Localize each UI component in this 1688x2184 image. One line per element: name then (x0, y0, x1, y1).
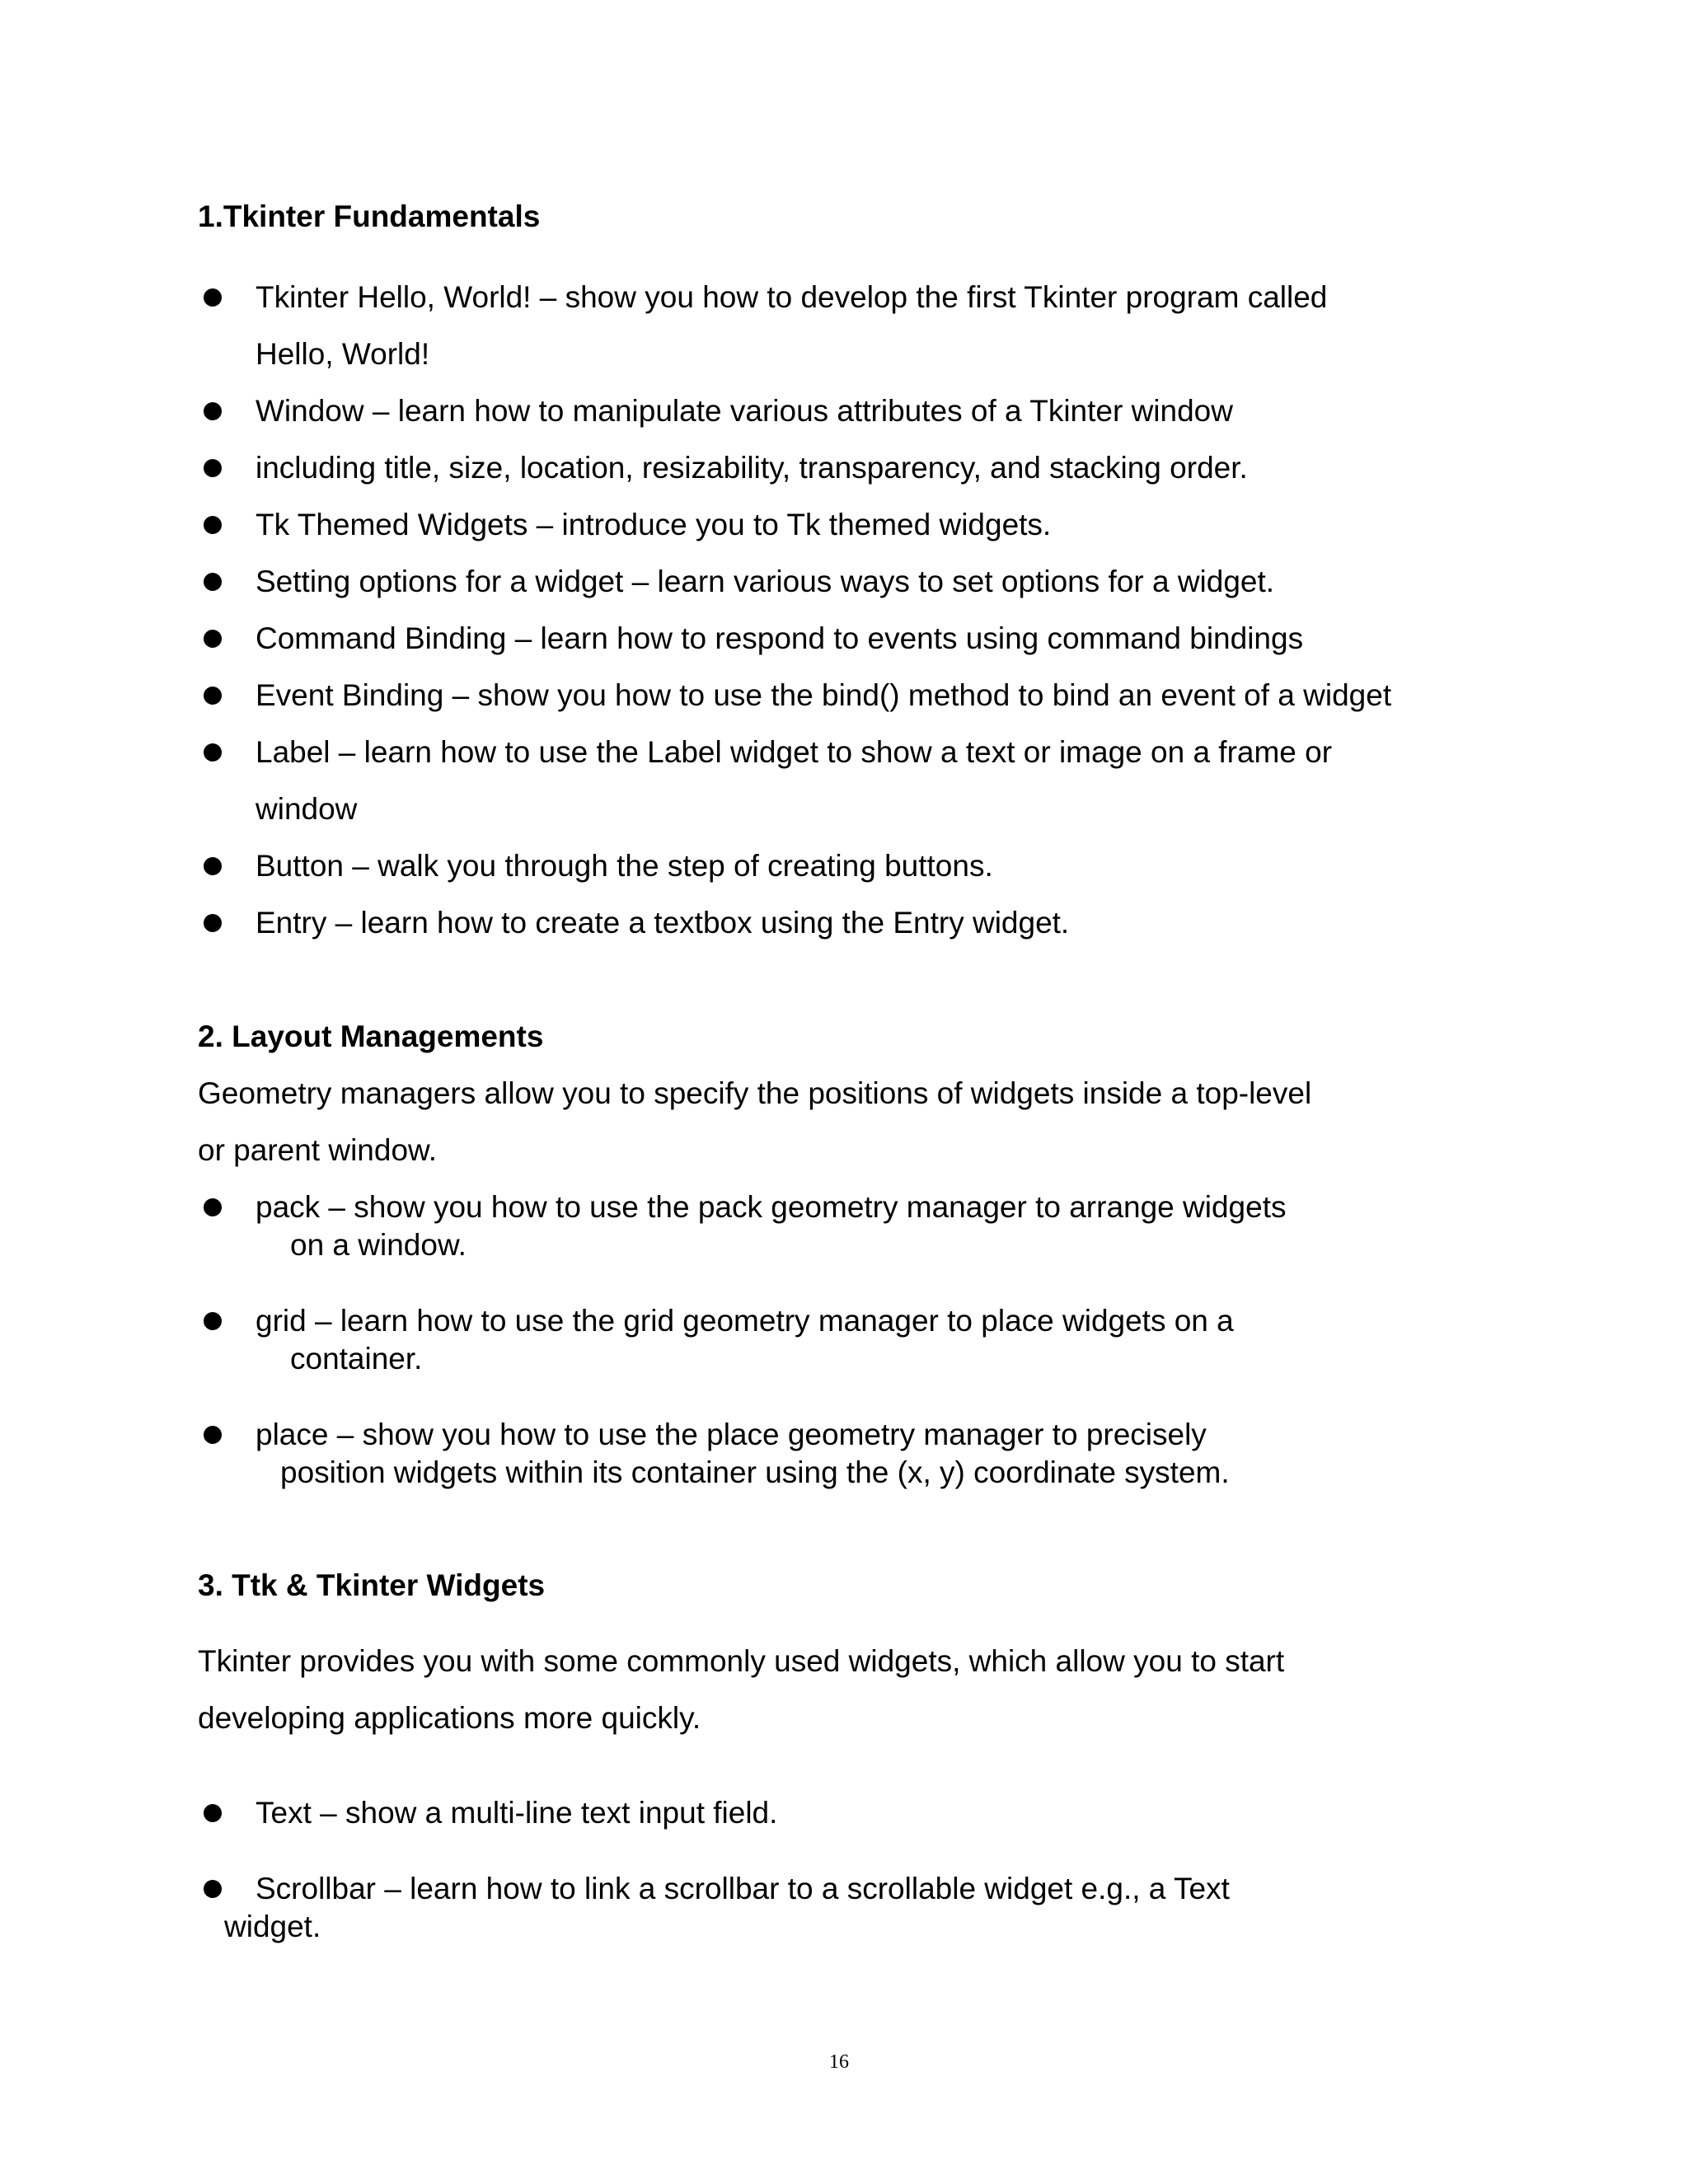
section-1-heading: 1.Tkinter Fundamentals (198, 199, 541, 233)
section-1-item-6: Command Binding – learn how to respond to events using command bindings (256, 621, 1304, 655)
section-3-item-2-line-2: widget. (224, 1910, 321, 1943)
bullet-icon (204, 1312, 222, 1330)
section-1-item-10: Entry – learn how to create a textbox using the Entry widget. (256, 906, 1070, 940)
bullet-icon (204, 573, 222, 591)
bullet-icon (204, 914, 222, 932)
section-3-item-1: Text – show a multi-line text input field. (256, 1796, 778, 1830)
bullet-icon (204, 630, 222, 648)
section-2-item-1-line-1: pack – show you how to use the pack geometry manager to arrange widgets (256, 1190, 1287, 1224)
section-2-item-2-line-1: grid – learn how to use the grid geometry manager to place widgets on a (256, 1304, 1234, 1338)
bullet-icon (204, 516, 222, 534)
bullet-icon (204, 1426, 222, 1444)
section-2-item-2-line-2: container. (290, 1342, 423, 1376)
bullet-icon (204, 857, 222, 875)
page-number: 16 (829, 2051, 849, 2073)
section-2-intro-line-1: Geometry managers allow you to specify the positions of widgets inside a top-level (198, 1076, 1312, 1110)
section-2-item-1-line-2: on a window. (290, 1228, 467, 1262)
section-3-intro-line-2: developing applications more quickly. (198, 1701, 701, 1735)
bullet-icon (204, 402, 222, 420)
section-3-intro-line-1: Tkinter provides you with some commonly used widgets, which allow you to start (198, 1644, 1285, 1678)
section-1-item-8-line-2: window (256, 792, 358, 826)
section-2-item-3-line-2: position widgets within its container using the (x, y) coordinate system. (280, 1455, 1230, 1489)
bullet-icon (204, 1804, 222, 1822)
bullet-icon (204, 1198, 222, 1216)
section-1-item-1-line-1: Tkinter Hello, World! – show you how to develop the first Tkinter program called (256, 280, 1328, 314)
bullet-icon (204, 687, 222, 705)
bullet-icon (204, 1880, 222, 1898)
bullet-icon (204, 288, 222, 307)
section-1-item-2: Window – learn how to manipulate various attributes of a Tkinter window (256, 394, 1233, 428)
section-3-item-2-line-1: Scrollbar – learn how to link a scrollbar to a scrollable widget e.g., a Text (256, 1872, 1230, 1905)
bullet-icon (204, 459, 222, 477)
section-2-heading: 2. Layout Managements (198, 1019, 544, 1053)
section-1-item-8-line-1: Label – learn how to use the Label widget to show a text or image on a frame or (256, 735, 1333, 769)
section-1-item-7: Event Binding – show you how to use the bind() method to bind an event of a widget (256, 678, 1392, 712)
bullet-icon (204, 743, 222, 762)
section-2-item-3-line-1: place – show you how to use the place geometry manager to precisely (256, 1418, 1207, 1451)
section-1-item-4: Tk Themed Widgets – introduce you to Tk themed widgets. (256, 508, 1052, 541)
section-1-item-3: including title, size, location, resizability, transparency, and stacking order. (256, 451, 1248, 485)
section-1-item-9: Button – walk you through the step of creating buttons. (256, 849, 993, 883)
section-1-item-1-line-2: Hello, World! (256, 337, 430, 371)
section-3-heading: 3. Ttk & Tkinter Widgets (198, 1568, 546, 1602)
section-1-item-5: Setting options for a widget – learn various ways to set options for a widget. (256, 565, 1275, 598)
section-2-intro-line-2: or parent window. (198, 1133, 438, 1167)
